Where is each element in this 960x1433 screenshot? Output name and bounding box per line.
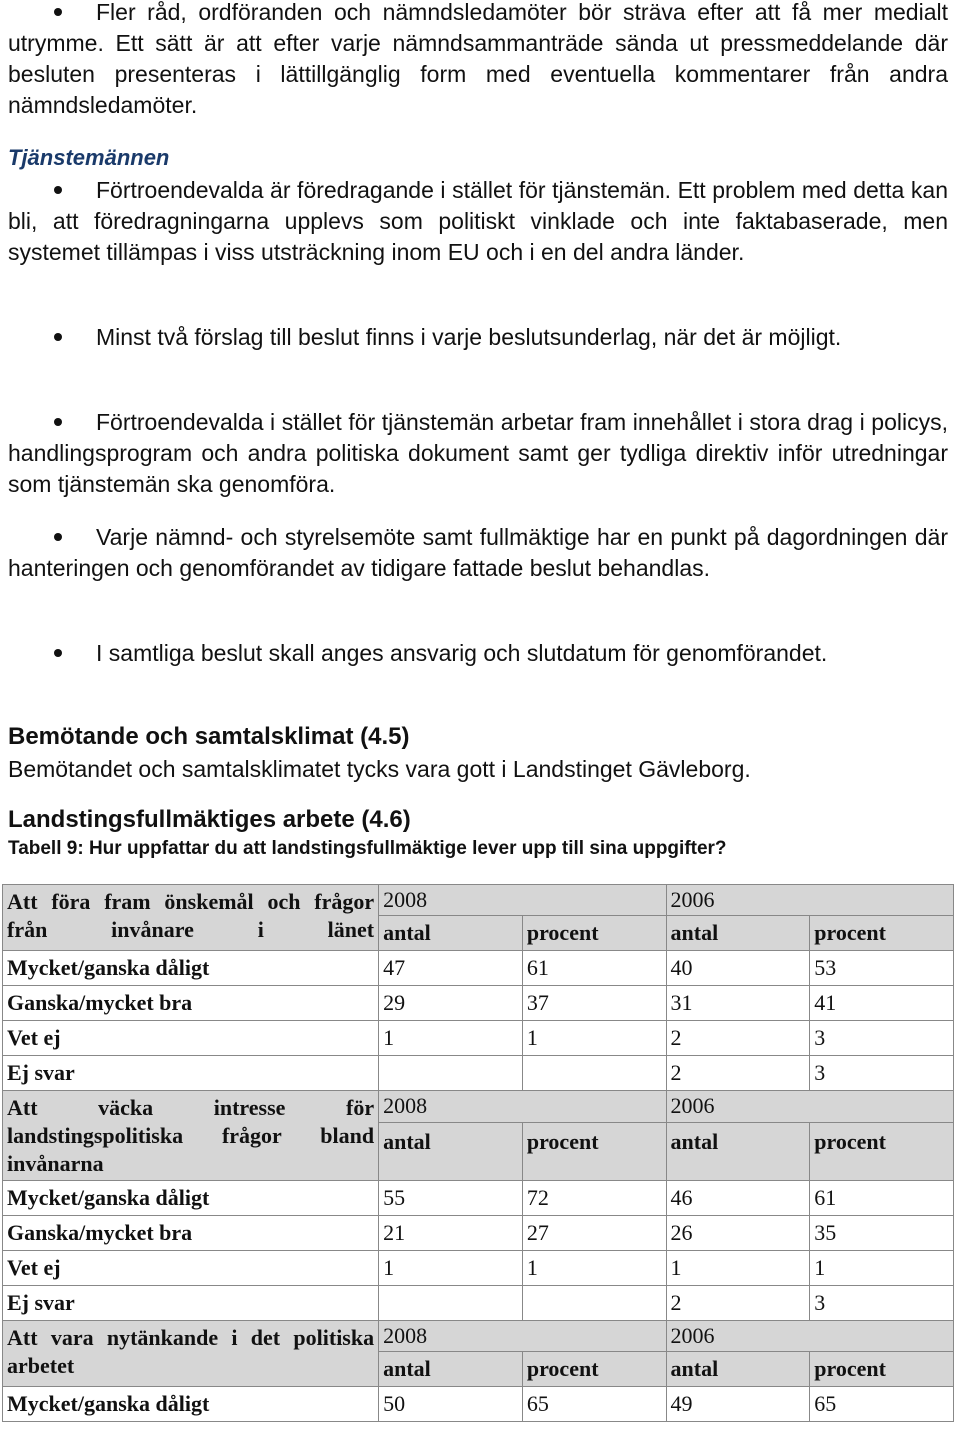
row-label: Vet ej — [3, 1021, 379, 1056]
year-header: 2008 — [379, 1321, 666, 1352]
col-count-header: antal — [666, 1352, 810, 1387]
cell: 1 — [666, 1251, 810, 1286]
col-count-header: antal — [379, 1122, 523, 1180]
table-header-row — [3, 1321, 954, 1352]
cell: 1 — [522, 1021, 666, 1056]
table-row — [3, 986, 954, 1021]
cell: 37 — [522, 986, 666, 1021]
bullet-dot-icon — [54, 418, 62, 426]
cell: 2 — [666, 1056, 810, 1091]
col-count-header: antal — [379, 1352, 523, 1387]
table-row — [3, 1181, 954, 1216]
cell: 40 — [666, 951, 810, 986]
cell: 31 — [666, 986, 810, 1021]
cell — [379, 1286, 523, 1321]
cell — [522, 1286, 666, 1321]
heading-climate: Bemötande och samtalsklimat (4.5) — [8, 723, 410, 750]
bullet-dot-icon — [54, 649, 62, 657]
cell: 65 — [522, 1387, 666, 1422]
table-row — [3, 1251, 954, 1286]
cell: 29 — [379, 986, 523, 1021]
cell: 27 — [522, 1216, 666, 1251]
question-cell: Att föra fram önskemål och frågor från invånare i länet — [3, 885, 379, 951]
cell: 21 — [379, 1216, 523, 1251]
table-caption: Tabell 9: Hur uppfattar du att landstingsfullmäktige lever upp till sina uppgifter? — [8, 838, 727, 859]
row-label: Ej svar — [3, 1056, 379, 1091]
table-row — [3, 1021, 954, 1056]
table-row — [3, 951, 954, 986]
table-row — [3, 1216, 954, 1251]
table-header-row — [3, 1091, 954, 1123]
row-label: Vet ej — [3, 1251, 379, 1286]
col-count-header: antal — [666, 1122, 810, 1180]
heading-officials: Tjänstemännen — [8, 145, 170, 170]
cell: 3 — [810, 1286, 954, 1321]
cell: 3 — [810, 1056, 954, 1091]
col-count-header: antal — [379, 916, 523, 951]
bullet-followup-agenda: Varje nämnd- och styrelsemöte samt fullmäktige har en punkt på dagordningen där hanteringen och genomförandet av tidigare fattade beslut behandlas. — [8, 524, 948, 581]
col-pct-header: procent — [522, 1122, 666, 1180]
bullet-responsibility-deadline: I samtliga beslut skall anges ansvarig och slutdatum för genomförandet. — [8, 638, 948, 669]
cell: 53 — [810, 951, 954, 986]
col-pct-header: procent — [810, 916, 954, 951]
cell: 46 — [666, 1181, 810, 1216]
cell: 41 — [810, 986, 954, 1021]
question-cell: Att vara nytänkande i det politiska arbetet — [3, 1321, 379, 1387]
question-cell: Att väcka intresse för landstingspolitiska frågor bland invånarna — [3, 1091, 379, 1181]
row-label: Ganska/mycket bra — [3, 986, 379, 1021]
cell: 47 — [379, 951, 523, 986]
cell — [379, 1056, 523, 1091]
col-pct-header: procent — [522, 916, 666, 951]
table-row — [3, 1387, 954, 1422]
bullet-dot-icon — [54, 533, 62, 541]
year-header: 2008 — [379, 885, 666, 916]
year-header: 2006 — [666, 885, 953, 916]
table-row — [3, 1056, 954, 1091]
col-count-header: antal — [666, 916, 810, 951]
row-label: Ganska/mycket bra — [3, 1216, 379, 1251]
cell: 1 — [379, 1251, 523, 1286]
table-row — [3, 1286, 954, 1321]
row-label: Mycket/ganska dåligt — [3, 1387, 379, 1422]
cell: 61 — [522, 951, 666, 986]
survey-table — [2, 884, 954, 1422]
cell: 35 — [810, 1216, 954, 1251]
cell: 49 — [666, 1387, 810, 1422]
cell: 61 — [810, 1181, 954, 1216]
cell: 1 — [379, 1021, 523, 1056]
cell: 1 — [522, 1251, 666, 1286]
climate-text: Bemötandet och samtalsklimatet tycks vara gott i Landstinget Gävleborg. — [8, 756, 751, 782]
cell: 50 — [379, 1387, 523, 1422]
bullet-elected-presenters: Förtroendevalda är föredragande i stället för tjänstemän. Ett problem med detta kan bli, att föredragningarna upplevs som politiskt vinklade och inte faktabaserade, men systemet tillämpas i viss utsträckning inom EU och i en del andra länder. — [8, 177, 948, 265]
cell: 2 — [666, 1286, 810, 1321]
cell: 2 — [666, 1021, 810, 1056]
year-header: 2008 — [379, 1091, 666, 1123]
row-label: Ej svar — [3, 1286, 379, 1321]
cell — [522, 1056, 666, 1091]
cell: 3 — [810, 1021, 954, 1056]
cell: 26 — [666, 1216, 810, 1251]
row-label: Mycket/ganska dåligt — [3, 1181, 379, 1216]
bullet-dot-icon — [54, 186, 62, 194]
table-header-row — [3, 885, 954, 916]
bullet-dot-icon — [54, 333, 62, 341]
cell: 1 — [810, 1251, 954, 1286]
bullet-two-proposals: Minst två förslag till beslut finns i varje beslutsunderlag, när det är möjligt. — [8, 322, 948, 353]
bullet-policy-content: Förtroendevalda i stället för tjänstemän arbetar fram innehållet i stora drag i policys, handlingsprogram och andra politiska dokument samt ger tydliga direktiv inför utredningar som tjänstemän ska genomföra. — [8, 409, 948, 497]
bullet-dot-icon — [54, 8, 62, 16]
col-pct-header: procent — [810, 1352, 954, 1387]
heading-council: Landstingsfullmäktiges arbete (4.6) — [8, 806, 411, 833]
bullet-media-exposure: Fler råd, ordföranden och nämndsledamöter bör sträva efter att få mer medialt utrymme. Ett sätt är att efter varje nämndsammanträde sända ut pressmeddelande där besluten presenteras i lättillgänglig form med eventuella kommentarer från andra nämndsledamöter. — [8, 0, 948, 118]
row-label: Mycket/ganska dåligt — [3, 951, 379, 986]
year-header: 2006 — [666, 1091, 953, 1123]
year-header: 2006 — [666, 1321, 953, 1352]
cell: 65 — [810, 1387, 954, 1422]
col-pct-header: procent — [810, 1122, 954, 1180]
col-pct-header: procent — [522, 1352, 666, 1387]
cell: 55 — [379, 1181, 523, 1216]
cell: 72 — [522, 1181, 666, 1216]
